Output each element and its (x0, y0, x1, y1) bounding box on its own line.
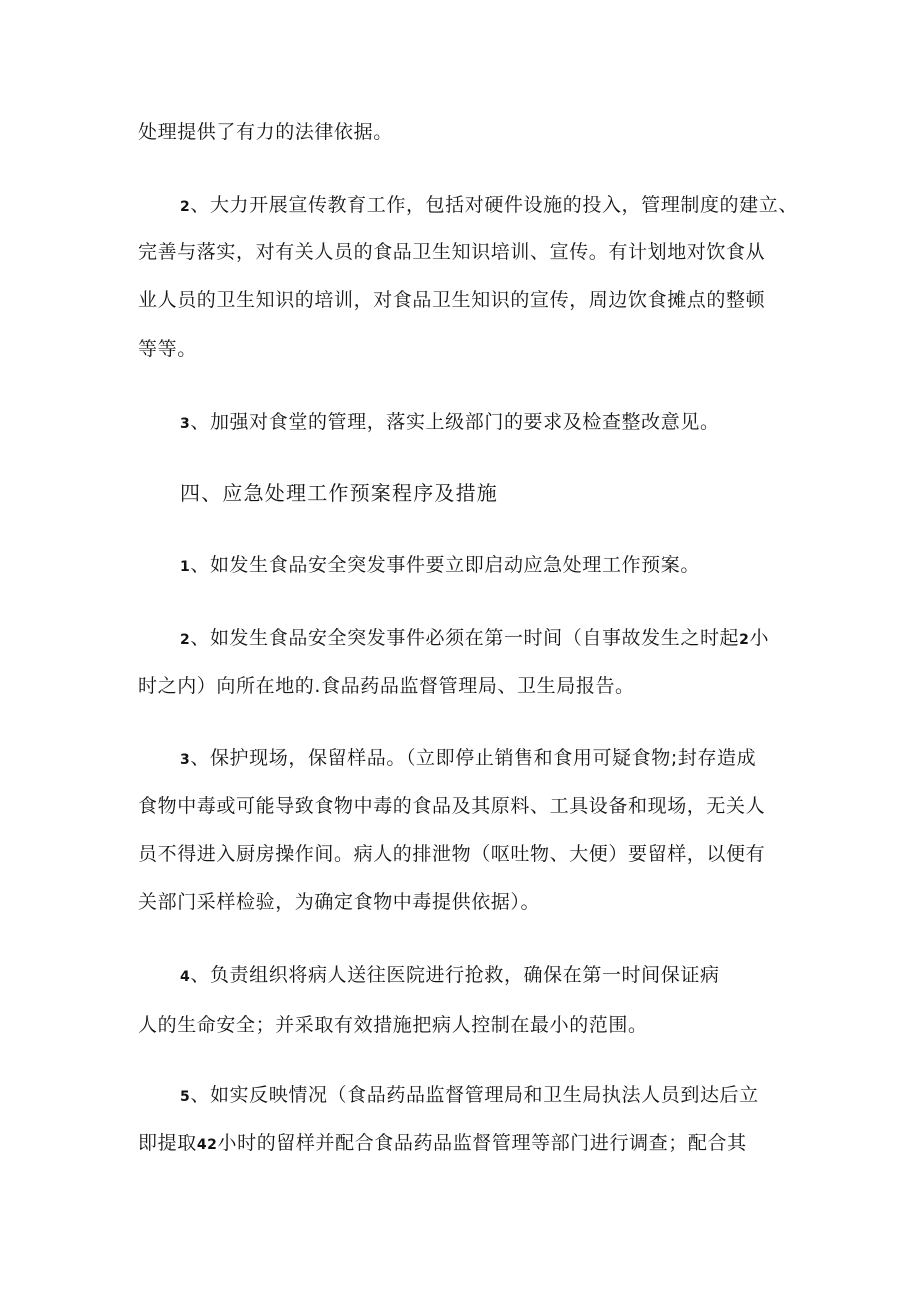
item-a1-number: 2 (180, 199, 191, 215)
item-b3-line-3: 员不得进入厨房操作间。病人的排泄物（呕吐物、大便）要留样，以便有 (138, 843, 766, 865)
item-b4-line-1: 4、负责组织将病人送往医院进行抢救，确保在第一时间保证病 (180, 964, 720, 986)
item-b1-number: 1 (180, 559, 191, 575)
item-b2-line-1: 2、如发生食品安全突发事件必须在第一时间（自事故发生之时起2小 (180, 627, 770, 649)
item-a1-line-1: 2、大力开展宣传教育工作，包括对硬件设施的投入，管理制度的建立、 (180, 194, 798, 216)
item-a1-line-4: 等等。 (138, 338, 197, 360)
item-b3-number: 3 (180, 752, 191, 768)
item-a1-line-2: 完善与落实，对有关人员的食品卫生知识培训、宣传。有计划地对饮食从 (138, 241, 766, 263)
continuation-line: 处理提供了有力的法律依据。 (138, 121, 393, 143)
item-b5-number: 5 (180, 1089, 191, 1105)
inline-number: 42 (196, 1137, 218, 1153)
item-b2-line-2: 时之内）向所在地的.食品药品监督管理局、卫生局报告。 (138, 675, 635, 697)
item-b3-line-1: 3、保护现场，保留样品。（立即停止销售和食用可疑食物;封存造成 (180, 747, 757, 769)
item-b5-line-1: 5、如实反映情况（食品药品监督管理局和卫生局执法人员到达后立 (180, 1084, 759, 1106)
item-b5-line-2: 即提取42小时的留样并配合食品药品监督管理等部门进行调查；配合其 (138, 1132, 747, 1154)
item-a2-number: 3 (180, 416, 191, 432)
section-heading: 四、应急处理工作预案程序及措施 (180, 481, 498, 505)
item-b1-line-1: 1、如发生食品安全突发事件要立即启动应急处理工作预案。 (180, 554, 700, 576)
item-b4-number: 4 (180, 969, 191, 985)
item-b3-line-2: 食物中毒或可能导致食物中毒的食品及其原料、工具设备和现场，无关人 (138, 795, 766, 817)
inline-number: 2 (739, 632, 750, 648)
item-a1-line-3: 业人员的卫生知识的培训，对食品卫生知识的宣传，周边饮食摊点的整顿 (138, 289, 766, 311)
item-a2-line-1: 3、加强对食堂的管理，落实上级部门的要求及检查整改意见。 (180, 411, 720, 433)
item-b3-line-4: 关部门采样检验，为确定食物中毒提供依据）。 (138, 891, 541, 913)
item-b4-line-2: 人的生命安全；并采取有效措施把病人控制在最小的范围。 (138, 1014, 648, 1036)
item-b2-number: 2 (180, 632, 191, 648)
